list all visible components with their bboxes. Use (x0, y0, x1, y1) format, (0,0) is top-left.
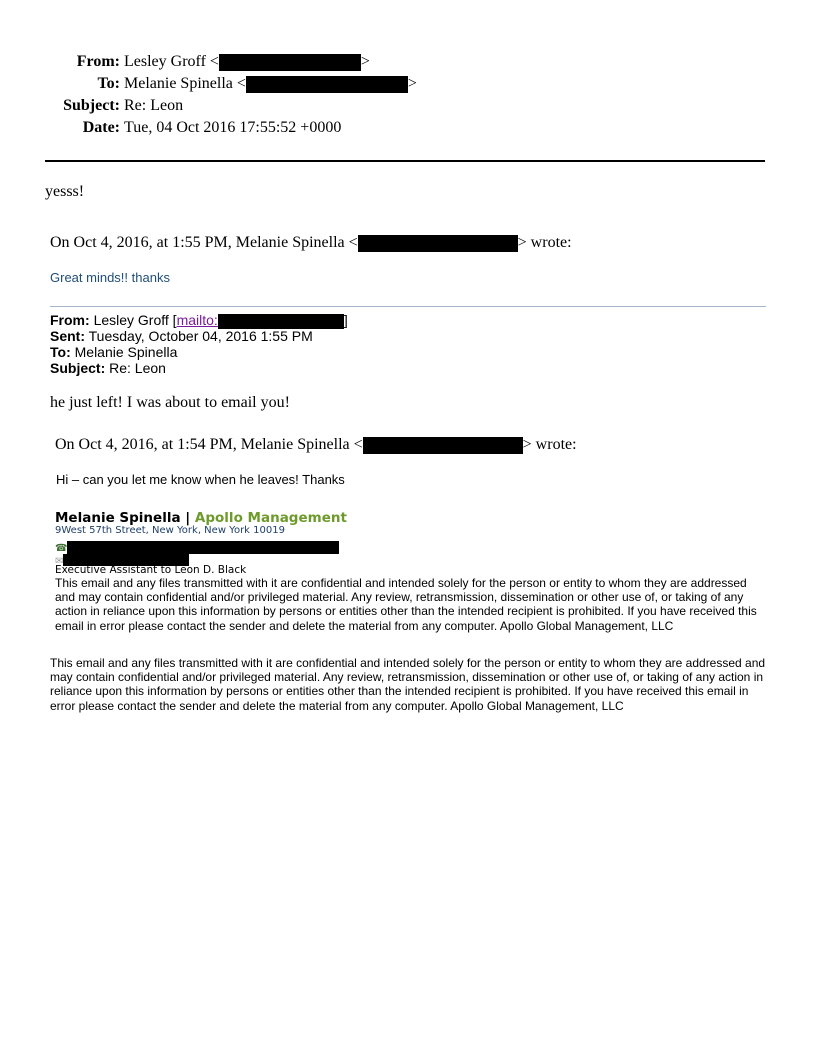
subject-value: Re: Leon (124, 97, 184, 114)
quote1-suffix: > wrote: (517, 234, 572, 251)
header-divider (45, 160, 765, 162)
to-close: > (407, 75, 417, 92)
from-label: From: (76, 53, 120, 70)
redaction-box (219, 54, 361, 71)
fwd-subject-value: Re: Leon (109, 360, 166, 376)
fwd-to-label: To: (50, 344, 71, 360)
quote-line-2 (55, 436, 577, 454)
redaction-box (218, 314, 344, 329)
fwd-subject-label: Subject: (50, 360, 106, 376)
to-label: To: (97, 75, 120, 92)
signature-email-line (55, 551, 189, 565)
fwd-from-close: ] (343, 312, 348, 328)
date-value: Tue, 04 Oct 2016 17:55:52 +0000 (124, 119, 342, 136)
header-from (0, 51, 370, 73)
original-message: Hi – can you let me know when he leaves! Thanks (56, 472, 345, 487)
quote2-suffix: > wrote: (522, 436, 577, 453)
phone-icon: ☎ (55, 543, 68, 554)
envelope-icon: ✉ (55, 556, 64, 567)
fwd-subject (50, 360, 166, 376)
header-subject (0, 95, 183, 117)
from-close: > (360, 53, 370, 70)
signature-title: Executive Assistant to Leon D. Black (55, 564, 247, 576)
reply-text: yesss! (45, 183, 85, 200)
header-to (0, 73, 417, 95)
signature-address: 9West 57th Street, New York, New York 10019 (55, 525, 285, 536)
fwd-from (50, 312, 348, 329)
disclaimer-inner: This email and any files transmitted with it are confidential and intended solely for the person or entity to whom they are addressed and may contain confidential and/or privileged material. Any review, retransmission, dissemination or other use of, or taking of any action in reliance upon this information by persons or entities other than the intended recipient is prohibited. If you have received this email in error please contact the sender and delete the material from any computer. Apollo Global Management, LLC (55, 576, 757, 633)
fwd-from-label: From: (50, 312, 90, 328)
fwd-sent-label: Sent: (50, 328, 85, 344)
fwd-to-value: Melanie Spinella (74, 344, 178, 360)
signature-separator: | (180, 510, 195, 526)
to-value: Melanie Spinella < (124, 75, 246, 92)
header-date (0, 117, 341, 139)
great-minds-text: Great minds!! thanks (50, 270, 170, 285)
quote1-prefix: On Oct 4, 2016, at 1:55 PM, Melanie Spinella < (50, 234, 358, 251)
redaction-box (363, 437, 523, 454)
mailto-link[interactable]: mailto: (176, 312, 218, 328)
from-value: Lesley Groff < (124, 53, 219, 70)
redaction-box (246, 76, 408, 93)
signature-company: Apollo Management (194, 510, 347, 526)
redaction-box (358, 235, 518, 252)
fwd-message: he just left! I was about to email you! (50, 394, 290, 411)
fwd-from-value: Lesley Groff [ (93, 312, 177, 328)
signature-phone-line (55, 538, 339, 552)
quote2-prefix: On Oct 4, 2016, at 1:54 PM, Melanie Spinella < (55, 436, 363, 453)
quote-line-1 (50, 234, 572, 252)
signature-name: Melanie Spinella (55, 510, 181, 526)
forward-divider (50, 306, 766, 307)
date-label: Date: (82, 119, 120, 136)
fwd-to (50, 344, 177, 360)
subject-label: Subject: (63, 97, 120, 114)
fwd-sent (50, 328, 313, 344)
fwd-sent-value: Tuesday, October 04, 2016 1:55 PM (88, 328, 313, 344)
disclaimer-outer: This email and any files transmitted with it are confidential and intended solely for the person or entity to whom they are addressed and may contain confidential and/or privileged material. Any review, retransmission, dissemination or other use of, or taking of any action in reliance upon this information by persons or entities other than the intended recipient is prohibited. If you have received this email in error please contact the sender and delete the material from any computer. Apollo Global Management, LLC (50, 656, 766, 713)
